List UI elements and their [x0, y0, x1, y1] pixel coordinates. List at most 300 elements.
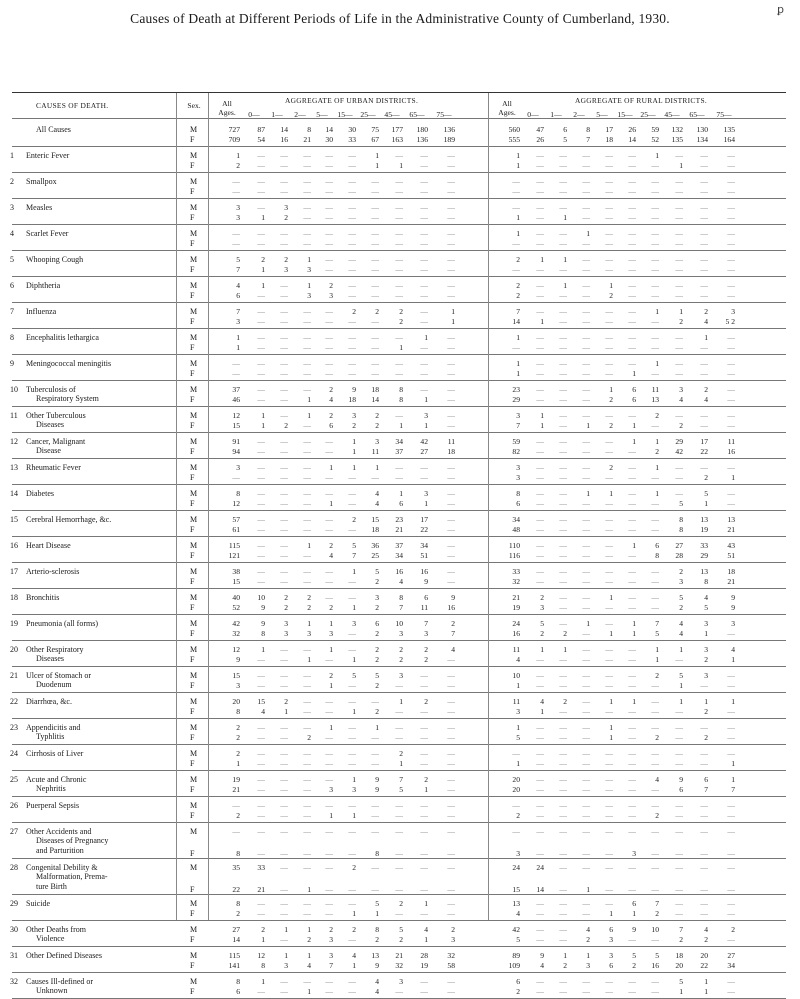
- rural-cell: —: [675, 411, 683, 420]
- sex-label: F: [190, 161, 195, 170]
- rural-cell: 6: [655, 541, 659, 550]
- row-rule: [12, 946, 786, 947]
- rural-cell: 9: [540, 951, 544, 960]
- rural-cell: —: [605, 265, 613, 274]
- row-number: 1: [10, 151, 14, 160]
- urban-cell: 1: [261, 281, 265, 290]
- rural-cell: —: [559, 671, 567, 680]
- rural-cell: 1: [632, 541, 636, 550]
- rural-cell: 6: [516, 977, 520, 986]
- urban-cell: 6: [236, 987, 240, 996]
- rural-cell: 6: [609, 925, 613, 934]
- rural-cell: 1: [731, 473, 735, 482]
- cause-line: Duodenum: [36, 680, 72, 690]
- cause-line: Unknown: [36, 986, 68, 996]
- cause-line: Suicide: [26, 899, 50, 908]
- rural-cell: —: [675, 229, 683, 238]
- urban-cell: 14: [280, 125, 288, 134]
- rural-cell: —: [536, 723, 544, 732]
- rural-cell: 2: [655, 447, 659, 456]
- rural-cell: —: [605, 541, 613, 550]
- urban-cell: —: [395, 987, 403, 996]
- urban-cell: —: [303, 177, 311, 186]
- rural-cell: —: [582, 655, 590, 664]
- rural-cell: 2: [516, 987, 520, 996]
- rural-cell: 2: [679, 603, 683, 612]
- cause-line: Puerperal Sepsis: [26, 801, 80, 810]
- row-rule: [12, 822, 786, 823]
- urban-cell: 30: [325, 135, 333, 144]
- rural-cell: —: [559, 785, 567, 794]
- rural-cell: 3: [731, 619, 735, 628]
- urban-cell: —: [303, 759, 311, 768]
- urban-cell: 33: [348, 135, 356, 144]
- urban-cell: —: [371, 281, 379, 290]
- urban-cell: —: [348, 723, 356, 732]
- row-number: 9: [10, 359, 14, 368]
- urban-cell: —: [325, 567, 333, 576]
- urban-cell: 21: [395, 525, 403, 534]
- rural-cell: 1: [632, 369, 636, 378]
- rural-cell: —: [605, 437, 613, 446]
- urban-cell: —: [303, 899, 311, 908]
- rural-cell: 1: [586, 489, 590, 498]
- page-title: Causes of Death at Different Periods of Life in the Administrative County of Cumberland, 1930.: [130, 11, 670, 26]
- rural-cell: —: [605, 213, 613, 222]
- urban-cell: 2: [375, 411, 379, 420]
- rural-cell: —: [536, 239, 544, 248]
- rural-cell: 1: [655, 463, 659, 472]
- urban-cell: 42: [232, 619, 240, 628]
- rural-cell: —: [536, 899, 544, 908]
- urban-cell: —: [257, 489, 265, 498]
- rural-cell: —: [559, 473, 567, 482]
- rural-cell: —: [536, 733, 544, 742]
- urban-cell: 136: [443, 125, 455, 134]
- sex-label: F: [190, 733, 195, 742]
- sex-label: M: [190, 863, 198, 872]
- rural-cell: —: [536, 203, 544, 212]
- urban-cell: 7: [424, 619, 428, 628]
- row-rule: [12, 692, 786, 693]
- rural-cell: —: [582, 827, 590, 836]
- rural-cell: 14: [512, 317, 520, 326]
- urban-cell: —: [371, 317, 379, 326]
- urban-cell: —: [447, 229, 455, 238]
- urban-cell: —: [447, 811, 455, 820]
- urban-cell: —: [371, 473, 379, 482]
- urban-cell: 1: [329, 619, 333, 628]
- rural-cell: 1: [516, 229, 520, 238]
- urban-cell: —: [280, 525, 288, 534]
- urban-cell: —: [303, 681, 311, 690]
- rural-cell: —: [700, 229, 708, 238]
- urban-cell: —: [348, 203, 356, 212]
- rural-cell: 5: [516, 733, 520, 742]
- cause-label: [26, 411, 86, 430]
- sex-label: M: [190, 255, 198, 264]
- urban-cell: 2: [399, 935, 403, 944]
- urban-cell: —: [257, 541, 265, 550]
- urban-cell: 1: [352, 447, 356, 456]
- urban-cell: —: [280, 577, 288, 586]
- rural-cell: —: [675, 151, 683, 160]
- urban-cell: —: [325, 239, 333, 248]
- rural-cell: 2: [731, 925, 735, 934]
- urban-cell: 1: [307, 541, 311, 550]
- sex-label: M: [190, 203, 198, 212]
- urban-cell: —: [420, 749, 428, 758]
- rural-cell: 7: [655, 899, 659, 908]
- urban-cell: 1: [307, 619, 311, 628]
- urban-cell: 21: [232, 785, 240, 794]
- urban-cell: —: [257, 161, 265, 170]
- urban-cell: —: [348, 759, 356, 768]
- rural-cell: —: [559, 187, 567, 196]
- rural-cell: —: [727, 291, 735, 300]
- rural-cell: —: [536, 499, 544, 508]
- urban-cell: —: [303, 909, 311, 918]
- cause-label: [26, 333, 99, 342]
- urban-cell: —: [348, 525, 356, 534]
- rural-cell: —: [605, 785, 613, 794]
- sex-label: F: [190, 655, 195, 664]
- urban-cell: 2: [399, 749, 403, 758]
- urban-cell: 3: [399, 671, 403, 680]
- urban-cell: —: [420, 671, 428, 680]
- row-number: 3: [10, 203, 14, 212]
- rural-cell: —: [605, 885, 613, 894]
- urban-cell: —: [280, 541, 288, 550]
- rural-cell: —: [700, 749, 708, 758]
- urban-cell: 3: [307, 265, 311, 274]
- rural-cell: 29: [512, 395, 520, 404]
- urban-cell: 2: [352, 863, 356, 872]
- rural-cell: 4: [679, 395, 683, 404]
- urban-cell: 8: [375, 925, 379, 934]
- row-number: 31: [10, 951, 18, 960]
- rural-cell: —: [727, 213, 735, 222]
- urban-age-head-8: 75—: [436, 110, 452, 119]
- urban-cell: 1: [307, 885, 311, 894]
- urban-cell: 2: [424, 697, 428, 706]
- rural-cell: —: [536, 447, 544, 456]
- rural-cell: —: [727, 161, 735, 170]
- rural-cell: —: [727, 187, 735, 196]
- rural-cell: —: [651, 785, 659, 794]
- urban-cell: —: [257, 307, 265, 316]
- urban-cell: 2: [236, 723, 240, 732]
- row-number: 28: [10, 863, 18, 872]
- rural-cell: 17: [605, 125, 613, 134]
- urban-cell: —: [371, 203, 379, 212]
- sex-label: M: [190, 619, 198, 628]
- rural-cell: 1: [679, 697, 683, 706]
- cause-line: Cancer, Malignant: [26, 437, 86, 446]
- urban-cell: —: [447, 671, 455, 680]
- rural-cell: —: [628, 603, 636, 612]
- urban-cell: 5: [352, 541, 356, 550]
- urban-cell: —: [257, 849, 265, 858]
- urban-cell: —: [371, 343, 379, 352]
- cause-label: [26, 541, 71, 550]
- rural-cell: 3: [679, 385, 683, 394]
- sex-label: M: [190, 697, 198, 706]
- row-number: 6: [10, 281, 14, 290]
- urban-cell: —: [325, 801, 333, 810]
- rural-cell: 26: [536, 135, 544, 144]
- urban-cell: 1: [352, 775, 356, 784]
- rural-cell: —: [700, 255, 708, 264]
- rural-cell: —: [651, 849, 659, 858]
- rural-cell: 2: [655, 811, 659, 820]
- rural-cell: 1: [632, 421, 636, 430]
- urban-cell: —: [325, 229, 333, 238]
- urban-cell: —: [303, 749, 311, 758]
- urban-cell: 27: [420, 447, 428, 456]
- rural-cell: 1: [632, 909, 636, 918]
- rural-cell: —: [727, 629, 735, 638]
- cause-line: and Parturition: [36, 845, 84, 855]
- sex-label: M: [190, 775, 198, 784]
- rural-cell: —: [700, 827, 708, 836]
- rural-cell: 2: [655, 909, 659, 918]
- rural-cell: —: [582, 977, 590, 986]
- rural-cell: —: [628, 811, 636, 820]
- cause-line: Respiratory System: [36, 394, 99, 404]
- rural-cell: —: [700, 909, 708, 918]
- urban-cell: —: [395, 849, 403, 858]
- urban-cell: —: [348, 801, 356, 810]
- rural-cell: 24: [512, 619, 520, 628]
- rural-cell: 28: [675, 551, 683, 560]
- cause-line: Diarrhœa, &c.: [26, 697, 72, 706]
- urban-cell: 1: [329, 723, 333, 732]
- rural-cell: —: [651, 265, 659, 274]
- row-rule: [12, 250, 786, 251]
- urban-cell: 2: [375, 307, 379, 316]
- urban-cell: 9: [375, 785, 379, 794]
- row-rule: [12, 718, 786, 719]
- urban-cell: 7: [451, 629, 455, 638]
- rural-cell: 26: [628, 125, 636, 134]
- rural-cell: 164: [723, 135, 735, 144]
- urban-cell: —: [447, 655, 455, 664]
- rural-cell: —: [582, 733, 590, 742]
- urban-cell: —: [395, 291, 403, 300]
- rural-cell: —: [628, 977, 636, 986]
- rural-cell: 1: [655, 359, 659, 368]
- urban-cell: 5: [352, 671, 356, 680]
- rural-cell: —: [582, 681, 590, 690]
- rural-cell: 135: [671, 135, 683, 144]
- cause-line: Bronchitis: [26, 593, 60, 602]
- urban-cell: 2: [284, 603, 288, 612]
- urban-age-head-2: 2—: [294, 110, 306, 119]
- urban-cell: —: [348, 499, 356, 508]
- sex-label: M: [190, 951, 198, 960]
- urban-cell: 2: [329, 925, 333, 934]
- rural-cell: —: [559, 681, 567, 690]
- rural-cell: —: [536, 849, 544, 858]
- cause-line: Cirrhosis of Liver: [26, 749, 84, 758]
- urban-cell: —: [348, 359, 356, 368]
- rural-cell: 1: [516, 333, 520, 342]
- rural-cell: —: [651, 515, 659, 524]
- urban-cell: 4: [399, 577, 403, 586]
- rural-cell: —: [605, 977, 613, 986]
- rural-cell: 1: [540, 421, 544, 430]
- cause-label: [26, 255, 83, 264]
- urban-cell: 3: [236, 463, 240, 472]
- sex-label: F: [190, 987, 195, 996]
- rural-cell: —: [582, 525, 590, 534]
- rural-cell: 8: [586, 125, 590, 134]
- rural-cell: —: [582, 317, 590, 326]
- rural-cell: —: [628, 177, 636, 186]
- rural-cell: —: [727, 463, 735, 472]
- urban-cell: —: [395, 369, 403, 378]
- sex-label: M: [190, 385, 198, 394]
- rural-cell: —: [700, 177, 708, 186]
- urban-cell: 9: [451, 593, 455, 602]
- urban-cell: 3: [451, 935, 455, 944]
- rural-cell: 1: [655, 307, 659, 316]
- urban-cell: —: [348, 899, 356, 908]
- sex-label: M: [190, 151, 198, 160]
- rural-cell: —: [605, 515, 613, 524]
- rural-cell: 3: [516, 411, 520, 420]
- rural-cell: —: [675, 255, 683, 264]
- rural-cell: —: [605, 473, 613, 482]
- rural-cell: 1: [516, 213, 520, 222]
- header-causes: CAUSES OF DEATH.: [36, 101, 109, 110]
- urban-cell: —: [348, 265, 356, 274]
- urban-cell: 2: [399, 899, 403, 908]
- urban-cell: —: [420, 811, 428, 820]
- urban-cell: —: [395, 801, 403, 810]
- rural-cell: —: [605, 177, 613, 186]
- rural-cell: 5 2: [725, 317, 735, 326]
- rural-cell: —: [582, 801, 590, 810]
- urban-cell: —: [232, 801, 240, 810]
- rural-cell: —: [651, 577, 659, 586]
- urban-cell: —: [257, 473, 265, 482]
- rural-cell: 1: [655, 489, 659, 498]
- urban-cell: —: [303, 203, 311, 212]
- rural-cell: 33: [700, 541, 708, 550]
- urban-cell: —: [447, 187, 455, 196]
- rural-cell: —: [628, 333, 636, 342]
- urban-cell: 1: [352, 707, 356, 716]
- urban-cell: 1: [307, 281, 311, 290]
- rural-cell: 1: [609, 697, 613, 706]
- rural-cell: —: [727, 177, 735, 186]
- rural-cell: 7: [679, 925, 683, 934]
- rural-cell: —: [536, 265, 544, 274]
- rural-cell: —: [536, 333, 544, 342]
- rural-cell: —: [559, 411, 567, 420]
- rural-cell: —: [628, 723, 636, 732]
- urban-cell: —: [447, 151, 455, 160]
- sex-label: F: [190, 707, 195, 716]
- rural-cell: —: [727, 707, 735, 716]
- urban-cell: —: [303, 229, 311, 238]
- urban-cell: —: [232, 473, 240, 482]
- rural-cell: —: [559, 177, 567, 186]
- rural-cell: —: [628, 863, 636, 872]
- urban-cell: 1: [236, 151, 240, 160]
- urban-cell: —: [257, 369, 265, 378]
- cause-label: [26, 723, 80, 742]
- rural-cell: —: [628, 447, 636, 456]
- row-rule: [12, 536, 786, 537]
- rural-cell: 5: [679, 977, 683, 986]
- header-all-ages-urban: All Ages.: [218, 99, 236, 117]
- rural-cell: —: [675, 187, 683, 196]
- rural-cell: —: [605, 567, 613, 576]
- rural-cell: —: [582, 499, 590, 508]
- rural-cell: —: [628, 151, 636, 160]
- urban-cell: —: [348, 629, 356, 638]
- urban-cell: 33: [257, 863, 265, 872]
- sex-label: F: [190, 343, 195, 352]
- urban-cell: 7: [352, 551, 356, 560]
- cause-line: Acute and Chronic: [26, 775, 87, 784]
- urban-cell: 2: [284, 697, 288, 706]
- urban-cell: —: [395, 213, 403, 222]
- urban-cell: 14: [232, 935, 240, 944]
- rural-cell: —: [651, 759, 659, 768]
- urban-cell: —: [280, 935, 288, 944]
- urban-cell: —: [325, 749, 333, 758]
- row-rule: [12, 458, 786, 459]
- row-rule: [12, 588, 786, 589]
- rural-cell: 6: [632, 395, 636, 404]
- rural-cell: 1: [586, 885, 590, 894]
- urban-cell: 17: [420, 515, 428, 524]
- urban-cell: —: [280, 785, 288, 794]
- urban-cell: 21: [303, 135, 311, 144]
- top-rule: [12, 92, 786, 93]
- urban-cell: 2: [375, 603, 379, 612]
- rural-cell: —: [675, 801, 683, 810]
- urban-cell: 2: [375, 655, 379, 664]
- rural-cell: 1: [516, 359, 520, 368]
- rural-cell: 5: [540, 619, 544, 628]
- urban-cell: —: [447, 723, 455, 732]
- rural-cell: —: [700, 203, 708, 212]
- urban-cell: 4: [375, 977, 379, 986]
- urban-cell: 22: [232, 885, 240, 894]
- urban-cell: —: [447, 255, 455, 264]
- rural-cell: —: [727, 681, 735, 690]
- rural-cell: —: [536, 977, 544, 986]
- rural-cell: —: [559, 977, 567, 986]
- rural-cell: 21: [727, 525, 735, 534]
- urban-cell: —: [371, 885, 379, 894]
- rural-cell: 1: [731, 775, 735, 784]
- rural-cell: 1: [609, 629, 613, 638]
- rural-cell: 6: [632, 385, 636, 394]
- row-number: 8: [10, 333, 14, 342]
- rural-cell: —: [559, 541, 567, 550]
- cause-line: ture Birth: [36, 881, 67, 891]
- urban-cell: 7: [329, 961, 333, 970]
- urban-cell: 51: [420, 551, 428, 560]
- urban-cell: —: [257, 811, 265, 820]
- rural-cell: —: [605, 161, 613, 170]
